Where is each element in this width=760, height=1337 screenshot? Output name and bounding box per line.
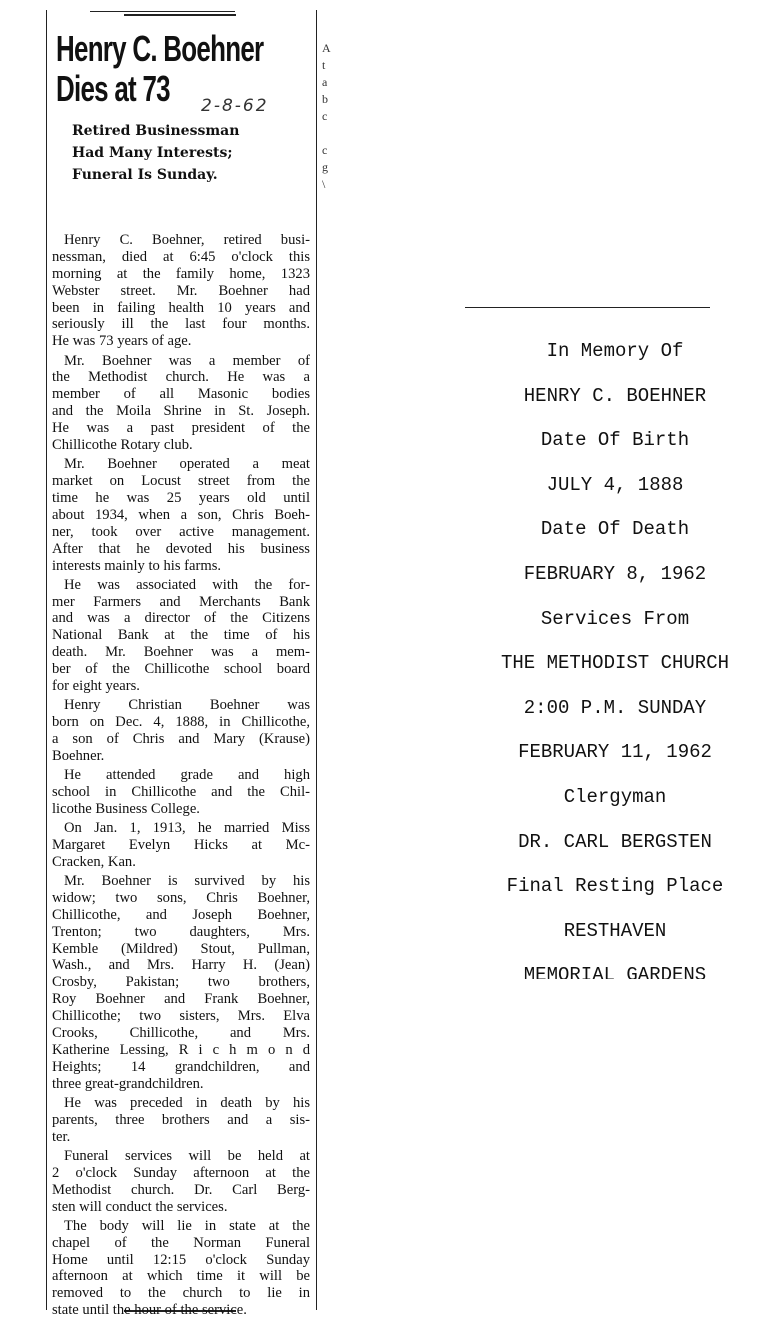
column-fragment: [322, 125, 331, 142]
article-paragraph: [52, 232, 310, 350]
column-fragment: c: [322, 143, 328, 157]
article-paragraph: [52, 1095, 310, 1146]
article-line: a son of Chris and Mary (Krause): [52, 731, 310, 748]
column-fragment: \: [322, 177, 326, 191]
handwritten-date: 2-8-62: [201, 96, 269, 116]
article-paragraph: [52, 767, 310, 818]
article-line: He was a past president of the: [52, 420, 310, 437]
column-fragment: g: [322, 160, 328, 174]
article-paragraph: [52, 697, 310, 765]
article-paragraph: [52, 1218, 310, 1319]
column-rule-left: [46, 10, 47, 1310]
memorial-card-line: Date Of Death: [540, 518, 690, 541]
memorial-card: [455, 335, 760, 979]
obituary-clipping: [51, 0, 319, 1319]
article-line: removed to the church to lie in: [52, 1285, 310, 1302]
column-fragment: t: [322, 58, 326, 72]
article-line: Boehner.: [52, 747, 105, 764]
article-line: time he was 25 years old until: [52, 489, 310, 506]
memorial-card-line: THE METHODIST CHURCH: [500, 652, 730, 675]
article-paragraph: [52, 873, 310, 1093]
article-line: Henry C. Boehner, retired busi-: [64, 232, 310, 248]
article-line: market on Locust street from the: [52, 473, 310, 490]
memorial-card-line: HENRY C. BOEHNER: [523, 384, 707, 407]
article-line: and was a director of the Citizens: [52, 610, 310, 627]
article-line: He attended grade and high: [64, 767, 310, 784]
article-paragraph: [52, 1148, 310, 1216]
memorial-card-line: DR. CARL BERGSTEN: [518, 830, 712, 853]
article-paragraph: [52, 820, 310, 871]
deck-line: Retired Businessman: [72, 123, 240, 139]
article-line: ter.: [52, 1128, 71, 1145]
deck-line: Had Many Interests;: [72, 145, 233, 161]
article-line: three great-grandchildren.: [52, 1075, 204, 1092]
article-body: [52, 232, 310, 1321]
memorial-card-line: JULY 4, 1888: [546, 473, 684, 496]
column-fragment: A: [322, 41, 331, 55]
article-line: Henry Christian Boehner was: [64, 697, 310, 714]
article-line: Chillicothe, and Joseph Boehner,: [52, 906, 310, 923]
article-line: After that he devoted his business: [52, 540, 310, 557]
card-top-rule: [465, 307, 710, 308]
article-line: He was preceded in death by his: [64, 1094, 310, 1111]
article-line: interests mainly to his farms.: [52, 557, 222, 574]
article-line: He was 73 years of age.: [52, 333, 192, 350]
article-line: Wash., and Mrs. Harry H. (Jean): [52, 957, 310, 974]
subheadline: [72, 120, 239, 186]
article-line: the Methodist church. He was a: [52, 369, 310, 386]
article-line: afternoon at which time it will be: [52, 1268, 310, 1285]
article-line: ber of the Chillicothe school board: [52, 661, 310, 678]
article-line: and the Moila Shrine in St. Joseph.: [52, 403, 310, 420]
headline-line-2: Dies at 73: [56, 68, 170, 109]
article-line: Home until 12:15 o'clock Sunday: [52, 1251, 310, 1268]
memorial-card-line: FEBRUARY 8, 1962: [523, 562, 707, 585]
article-paragraph: [52, 353, 310, 454]
article-line: parents, three brothers and a sis-: [52, 1111, 310, 1128]
article-line: Katherine Lessing, R i c h m o n d: [52, 1041, 310, 1058]
article-line: for eight years.: [52, 678, 140, 695]
article-line: mer Farmers and Merchants Bank: [52, 593, 310, 610]
article-line: Crosby, Pakistan; two brothers,: [52, 974, 310, 991]
article-line: Cracken, Kan.: [52, 853, 136, 870]
article-paragraph: [52, 577, 310, 695]
article-line: Methodist church. Dr. Carl Berg-: [52, 1181, 310, 1198]
memorial-card-line: 2:00 P.M. SUNDAY: [523, 696, 707, 719]
article-line: death. Mr. Boehner was a mem-: [52, 644, 310, 661]
article-line: state until the hour of the service.: [52, 1302, 247, 1319]
article-line: nessman, died at 6:45 o'clock this: [52, 248, 310, 265]
article-line: Chillicothe; two sisters, Mrs. Elva: [52, 1008, 310, 1025]
article-line: The body will lie in state at the: [64, 1217, 310, 1234]
article-line: Margaret Evelyn Hicks at Mc-: [52, 836, 310, 853]
memorial-card-line: Services From: [540, 607, 690, 630]
article-line: National Bank at the time of his: [52, 627, 310, 644]
article-line: about 1934, when a son, Chris Boeh-: [52, 506, 310, 523]
memorial-card-line: Final Resting Place: [506, 875, 724, 898]
article-line: Heights; 14 grandchildren, and: [52, 1058, 310, 1075]
article-line: Trenton; two daughters, Mrs.: [52, 923, 310, 940]
memorial-card-line: Date Of Birth: [540, 429, 690, 452]
column-fragment: c: [322, 109, 328, 123]
article-line: Roy Boehner and Frank Boehner,: [52, 991, 310, 1008]
article-line: seriously ill the last four months.: [52, 316, 310, 333]
article-line: ner, took over active management.: [52, 523, 310, 540]
article-line: school in Chillicothe and the Chil-: [52, 783, 310, 800]
article-line: Kemble (Mildred) Stout, Pullman,: [52, 940, 310, 957]
article-line: been in failing health 10 years and: [52, 299, 310, 316]
headline-line-1: Henry C. Boehner: [56, 28, 264, 69]
memorial-card-line: FEBRUARY 11, 1962: [518, 741, 712, 764]
memorial-card-line: RESTHAVEN: [563, 919, 667, 942]
article-line: Mr. Boehner was a member of: [64, 352, 310, 369]
article-line: Webster street. Mr. Boehner had: [52, 282, 310, 299]
article-line: morning at the family home, 1323: [52, 265, 310, 282]
article-line: chapel of the Norman Funeral: [52, 1234, 310, 1251]
adjacent-column-fragments: [322, 40, 331, 193]
article-line: Funeral services will be held at: [64, 1147, 310, 1164]
article-line: born on Dec. 4, 1888, in Chillicothe,: [52, 714, 310, 731]
article-line: On Jan. 1, 1913, he married Miss: [64, 820, 310, 837]
article-line: Mr. Boehner operated a meat: [64, 456, 310, 473]
article-line: Mr. Boehner is survived by his: [64, 873, 310, 890]
article-line: member of all Masonic bodies: [52, 386, 310, 403]
article-line: widow; two sons, Chris Boehner,: [52, 889, 310, 906]
memorial-card-line: In Memory Of: [546, 340, 684, 362]
deck-line: Funeral Is Sunday.: [72, 167, 218, 183]
column-fragment: b: [322, 92, 328, 106]
article-line: He was associated with the for-: [64, 576, 310, 593]
article-paragraph: [52, 456, 310, 574]
article-line: Crooks, Chillicothe, and Mrs.: [52, 1025, 310, 1042]
article-line: sten will conduct the services.: [52, 1198, 228, 1215]
article-line: licothe Business College.: [52, 800, 200, 817]
column-fragment: a: [322, 75, 328, 89]
article-line: Chillicothe Rotary club.: [52, 436, 193, 453]
memorial-card-line: MEMORIAL GARDENS: [523, 964, 707, 980]
memorial-card-line: Clergyman: [563, 785, 667, 808]
article-line: 2 o'clock Sunday afternoon at the: [52, 1164, 310, 1181]
